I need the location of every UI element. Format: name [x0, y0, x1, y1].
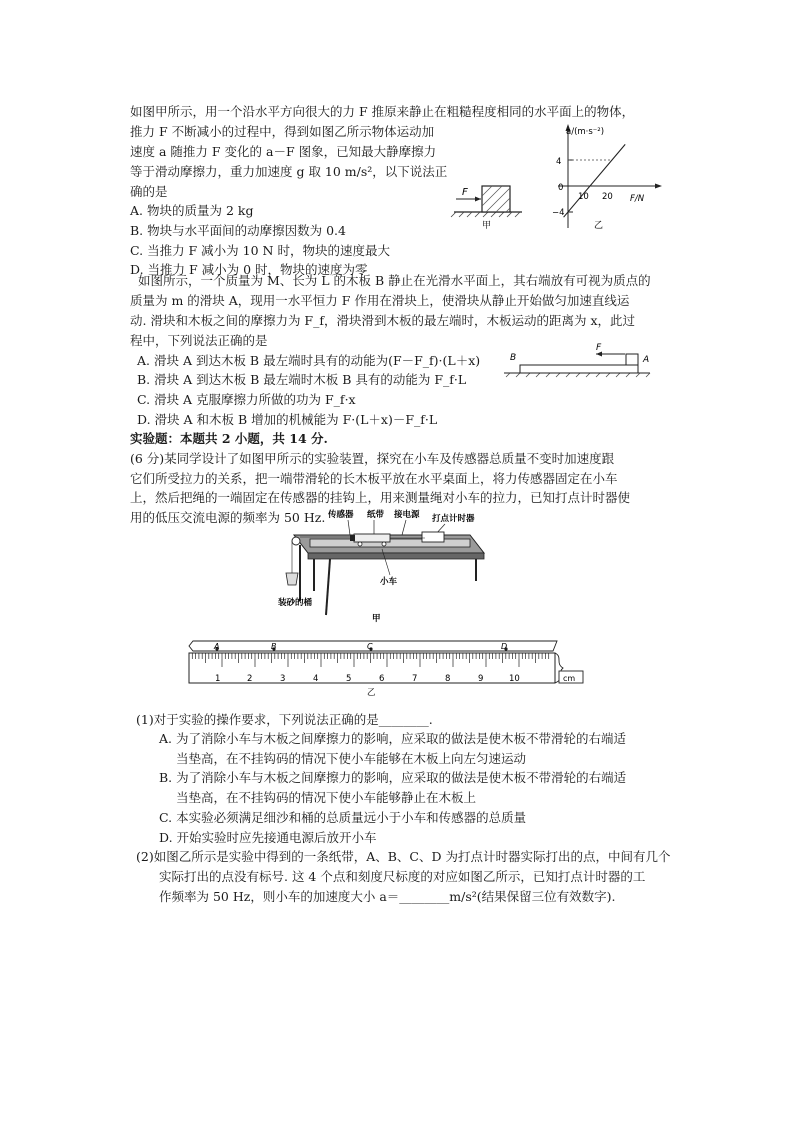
- y-axis-label: a/(m·s⁻²): [566, 127, 605, 137]
- tick-number: 9: [478, 674, 484, 684]
- text-line: 如图甲所示，用一个沿水平方向很大的力 F 推原来静止在粗糙程度相同的水平面上的物体，: [130, 104, 635, 119]
- x-axis-label: F/N: [630, 194, 645, 204]
- figure-caption: 甲: [482, 221, 492, 230]
- figure-block-push: [448, 178, 548, 230]
- option-a: A. 滑块 A 到达木板 B 最左端时具有的动能为(F－F_f)·(L＋x): [137, 353, 481, 368]
- sub1-option-b-cont: 当垫高，在不挂钩码的情况下使小车能够静止在木板上: [176, 790, 477, 805]
- sub2-line: 实际打出的点没有标号. 这 4 个点和刻度尺标度的对应如图乙所示，已知打点计时器的工: [159, 869, 646, 884]
- label-bucket: 装砂的桶: [278, 598, 313, 608]
- tick-number: 7: [412, 674, 418, 684]
- slider-block: [626, 354, 638, 365]
- text-line: 如图所示，一个质量为 M、长为 L 的木板 B 静止在光滑水平面上，其右端放有可视为质点的: [138, 273, 651, 288]
- tick-number: 4: [313, 674, 319, 684]
- option-b: B. 物块与水平面间的动摩擦因数为 0.4: [130, 223, 346, 238]
- point-d: D: [501, 642, 508, 651]
- sub2-line: 作频率为 50 Hz，则小车的加速度大小 a＝________m/s²(结果保留三位有效数字).: [159, 889, 616, 904]
- option-d: D. 当推力 F 减小为 0 时，物块的速度为零: [130, 262, 368, 277]
- text-line: 确的是: [130, 184, 168, 199]
- label-power: 接电源: [394, 510, 420, 520]
- text-line: 动. 滑块和木板之间的摩擦力为 F_f，滑块滑到木板的最左端时，木板运动的距离为 x，此过: [130, 313, 635, 328]
- option-b: B. 滑块 A 到达木板 B 最左端时木板 B 具有的动能为 F_f·L: [137, 372, 467, 387]
- force-label: F: [462, 187, 468, 198]
- point-c: C: [367, 642, 373, 651]
- label-cart: 小车: [380, 577, 398, 587]
- tick-number: 5: [346, 674, 352, 684]
- y-tick-label: 4: [556, 157, 562, 167]
- option-c: C. 滑块 A 克服摩擦力所做的功为 F_f·x: [137, 392, 356, 407]
- sub1-option-a: A. 为了消除小车与木板之间摩擦力的影响，应采取的做法是使木板不带滑轮的右端适: [159, 731, 626, 746]
- sub1-stem: (1)对于实验的操作要求，下列说法正确的是________.: [136, 712, 433, 727]
- origin-label: 0: [558, 183, 564, 193]
- unit-label: cm: [563, 674, 576, 683]
- text-line: 上，然后把绳的一端固定在传感器的挂钩上，用来测量绳对小车的拉力，已知打点计时器使: [130, 490, 631, 505]
- tick-number: 10: [509, 674, 520, 684]
- text-line: 质量为 m 的滑块 A，现用一水平恒力 F 作用在滑块上，使滑块从静止开始做匀加速直线运: [130, 293, 630, 308]
- tick-number: 8: [445, 674, 451, 684]
- option-d: D. 滑块 A 和木板 B 增加的机械能为 F·(L＋x)－F_f·L: [137, 412, 438, 427]
- figure-caption: 乙: [367, 688, 376, 697]
- a-f-chart: [540, 120, 680, 232]
- sub1-option-a-cont: 当垫高，在不挂钩码的情况下使小车能够在木板上向左匀速运动: [176, 751, 527, 766]
- label-timer: 打点计时器: [432, 514, 475, 524]
- figure-board-slider: [500, 340, 670, 380]
- x-tick-label: 20: [602, 192, 613, 202]
- section-title: 实验题：本题共 2 小题，共 14 分.: [130, 431, 328, 446]
- tick-number: 3: [280, 674, 286, 684]
- point-a: A: [214, 642, 220, 651]
- sub1-option-b: B. 为了消除小车与木板之间摩擦力的影响，应采取的做法是使木板不带滑轮的右端适: [159, 770, 627, 785]
- text-line: 它们所受拉力的关系，把一端带滑轮的长木板平放在水平桌面上，将力传感器固定在小车: [130, 471, 618, 486]
- figure-apparatus: [270, 505, 500, 625]
- text-line: 推力 F 不断减小的过程中，得到如图乙所示物体运动加: [130, 124, 435, 139]
- y-tick-label: −4: [552, 208, 565, 218]
- text-line: 速度 a 随推力 F 变化的 a－F 图象，已知最大静摩擦力: [130, 144, 437, 159]
- series-line: [564, 144, 626, 217]
- block-label: A: [643, 355, 650, 365]
- force-label: F: [596, 343, 602, 353]
- tick-number: 2: [247, 674, 253, 684]
- sub1-option-d: D. 开始实验时应先接通电源后放开小车: [159, 830, 377, 845]
- option-c: C. 当推力 F 减小为 10 N 时，物块的速度最大: [130, 243, 390, 258]
- text-line: 用的低压交流电源的频率为 50 Hz.: [130, 510, 326, 525]
- label-sensor: 传感器: [328, 510, 354, 520]
- option-a: A. 物块的质量为 2 kg: [130, 203, 254, 218]
- label-tape: 纸带: [367, 510, 385, 520]
- figure-caption: 甲: [372, 614, 381, 624]
- sub2-line: (2)如图乙所示是实验中得到的一条纸带，A、B、C、D 为打点计时器实际打出的点，中间有几个: [136, 849, 671, 864]
- board: [520, 365, 638, 373]
- sub1-option-c: C. 本实验必须满足细沙和桶的总质量远小于小车和传感器的总质量: [159, 810, 527, 825]
- figure-caption: 乙: [594, 221, 604, 231]
- point-b: B: [271, 642, 277, 651]
- text-line: 程中，下列说法正确的是: [130, 333, 268, 348]
- text-line: (6 分)某同学设计了如图甲所示的实验装置，探究在小车及传感器总质量不变时加速度跟: [130, 451, 615, 466]
- x-tick-label: 10: [578, 192, 589, 202]
- tick-number: 1: [215, 674, 221, 684]
- board-label: B: [510, 353, 517, 363]
- tick-number: 6: [379, 674, 385, 684]
- text-line: 等于滑动摩擦力，重力加速度 g 取 10 m/s²，以下说法正: [130, 164, 448, 179]
- figure-ruler-tape: [185, 635, 590, 697]
